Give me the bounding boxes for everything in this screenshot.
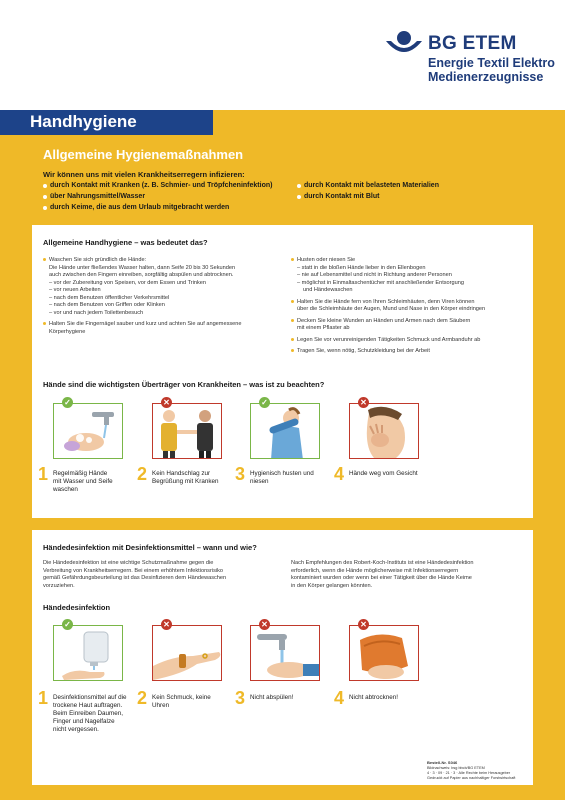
step-number: 2 <box>137 688 148 708</box>
text-line: Die Händedesinfektion ist eine wichtige Schutzmaßnahme gegen die <box>43 560 214 566</box>
text-line: – nach dem Benutzen von Griffen oder Klinken <box>49 302 165 308</box>
caption-line: Nicht abspülen! <box>250 694 294 701</box>
text-line <box>291 299 485 307</box>
text-line: und Händewaschen <box>303 287 353 293</box>
bullet-dot <box>291 319 294 322</box>
handwashing-icon <box>54 404 123 459</box>
caption-line: nicht vergessen. <box>53 726 99 733</box>
jewelry-icon <box>153 626 222 681</box>
text-span: Legen Sie vor verunreinigenden Tätigkeiten Schmuck und Armbanduhr ab <box>297 336 481 343</box>
text-line: – möglichst in Einmaltaschentücher mit anschließender Entsorgung <box>297 279 464 286</box>
text-line: – vor und nach jedem Toilettenbesuch <box>49 309 144 316</box>
bullet-dot <box>291 300 294 303</box>
step-number: 4 <box>334 688 345 708</box>
section2-right-text <box>291 560 474 590</box>
bullet-dot <box>291 338 294 341</box>
cross-icon: ✕ <box>259 619 270 630</box>
cross-icon: ✕ <box>358 619 369 630</box>
caption-line: waschen <box>53 486 78 493</box>
caption-line: mit Wasser und Seife <box>53 478 113 485</box>
text-span: Halten Sie die Fingernägel sauber und kurz und achten Sie auf angemessene <box>49 321 242 327</box>
text-line: auch zwischen den Fingern einreiben, sorgfältig abspülen und abtrocknen. <box>49 272 234 278</box>
caption-line: Finger und Nagelfalze <box>53 718 115 725</box>
step-number: 4 <box>334 464 345 484</box>
bg-etem-logo-icon <box>384 29 424 59</box>
step-picture <box>53 625 123 681</box>
step-caption <box>250 470 314 486</box>
cross-icon: ✕ <box>358 397 369 408</box>
intro-title: Allgemeine Hygienemaßnahmen <box>43 147 244 162</box>
intro-item: über Nahrungsmittel/Wasser <box>43 193 145 200</box>
faucet-icon <box>251 626 320 681</box>
hand-face-icon <box>350 404 419 459</box>
text-span: Tragen Sie, wenn nötig, Schutzkleidung bei der Arbeit <box>297 348 430 354</box>
intro-item: durch Kontakt mit Kranken (z. B. Schmier- und Tröpfcheninfektion) <box>43 182 272 189</box>
section1-subheading: Hände sind die wichtigsten Überträger von Krankheiten – was ist zu beachten? <box>43 380 325 389</box>
text-line: Verbreitung von Krankheitserregern. Bei einem erhöhtem Infektionsrisiko <box>43 567 224 574</box>
caption-line: Beim Einreiben Daumen, <box>53 710 124 717</box>
text-line <box>43 321 242 329</box>
check-icon: ✓ <box>259 397 270 408</box>
step-picture <box>152 403 222 459</box>
text-span: Decken Sie kleine Wunden an Händen und Armen nach dem Säubern <box>297 317 471 324</box>
text-line: kontaminiert wurden oder wenn bei einer Tätigkeit über die Hände Keime <box>291 575 472 581</box>
brand-subtitle <box>428 56 555 84</box>
step-number: 1 <box>38 464 49 484</box>
bullet-dot <box>291 349 294 352</box>
text-line <box>43 257 242 265</box>
caption-line: Hände weg vom Gesicht <box>349 470 418 477</box>
print-info <box>427 760 515 781</box>
step-picture <box>250 625 320 681</box>
print-info-line: Gedruckt auf Papier aus nachhaltiger Forstwirtschaft <box>427 776 516 780</box>
dispenser-icon <box>54 626 123 681</box>
text-line: Körperhygiene <box>49 328 86 335</box>
text-line <box>291 348 485 356</box>
text-span: Husten oder niesen Sie <box>297 257 356 263</box>
order-number-text: Bestell-Nr. S046 <box>427 760 458 765</box>
caption-line: trockene Haut auftragen. <box>53 702 123 709</box>
caption-line: Begrüßung mit Kranken <box>152 478 219 485</box>
text-line: – nach dem Benutzen öffentlicher Verkehrsmittel <box>49 294 170 301</box>
intro-item: durch Kontakt mit Blut <box>297 193 379 200</box>
text-line: Nach Empfehlungen des Robert-Koch-Instituts ist eine Händedesinfektion <box>291 560 474 566</box>
brand-name: BG ETEM <box>428 33 517 54</box>
section1-right-text <box>291 257 485 356</box>
check-icon: ✓ <box>62 397 73 408</box>
caption-line: Kein Handschlag zur <box>152 470 211 477</box>
cross-icon: ✕ <box>161 397 172 408</box>
cross-icon: ✕ <box>161 619 172 630</box>
text-line <box>291 337 485 345</box>
check-icon: ✓ <box>62 619 73 630</box>
text-line: mit einem Pflaster ab <box>297 325 350 331</box>
handshake-icon <box>153 404 222 459</box>
intro-lead: Wir können uns mit vielen Krankheitserregern infizieren: <box>43 170 245 179</box>
step-number: 3 <box>235 464 246 484</box>
caption-line: Uhren <box>152 702 170 709</box>
text-span: Waschen Sie sich gründlich die Hände: <box>49 257 147 263</box>
text-line: Die Hände unter fließendes Wasser halten, dann Seife 20 bis 30 Sekunden <box>49 264 236 271</box>
text-span: Halten Sie die Hände fern von Ihren Schleimhäuten, denn Viren können <box>297 298 475 305</box>
intro-item: durch Keime, die aus dem Urlaub mitgebracht werden <box>43 204 229 211</box>
section2-left-text <box>43 560 226 590</box>
intro-item: durch Kontakt mit belasteten Materialien <box>297 182 439 189</box>
step-picture <box>152 625 222 681</box>
section1-heading: Allgemeine Handhygiene – was bedeutet das? <box>43 238 208 247</box>
step-caption <box>152 694 211 710</box>
sneeze-elbow-icon <box>251 404 320 459</box>
section2-heading: Händedesinfektion mit Desinfektionsmittel – wann und wie? <box>43 543 257 552</box>
step-caption <box>53 470 113 494</box>
caption-line: Kein Schmuck, keine <box>152 694 211 701</box>
step-caption <box>349 470 418 478</box>
step-caption <box>53 694 127 734</box>
bullet-dot <box>291 258 294 261</box>
step-caption <box>349 694 398 702</box>
text-line: über die Schleimhäute der Augen, Mund und Nase in den Körper eindringen <box>297 306 486 312</box>
bg-etem-logo <box>384 29 554 101</box>
page-title: Handhygiene <box>30 112 137 131</box>
text-line: gemäß Gefährdungsbeurteilung ist das Desinfizieren dem Händewaschen <box>43 575 227 581</box>
step-caption <box>152 470 219 486</box>
caption-line: Nicht abtrocknen! <box>349 694 399 701</box>
towel-icon <box>350 626 419 681</box>
text-line <box>291 318 485 326</box>
text-line: in den Körper gelangen könnten. <box>291 582 373 589</box>
text-line: – vor neuen Arbeiten <box>49 287 101 293</box>
text-line: – statt in die bloßen Hände lieber in den Ellenbogen <box>297 264 426 271</box>
header <box>0 0 565 110</box>
section1-left-text <box>43 257 242 336</box>
text-line: – nie auf Lebensmittel und nicht in Richtung anderer Personen <box>297 272 452 278</box>
caption-line: Desinfektionsmittel auf die <box>53 694 127 701</box>
brand-subtitle-line: Energie Textil Elektro <box>428 56 555 70</box>
caption-line: Hygienisch husten und <box>250 470 314 477</box>
bullet-dot <box>43 258 46 261</box>
caption-line: niesen <box>250 478 269 485</box>
brand-subtitle-line: Medienerzeugnisse <box>428 70 544 84</box>
title-bar <box>0 110 213 135</box>
step-picture <box>250 403 320 459</box>
step-picture <box>349 625 419 681</box>
text-line: erforderlich, wenn die Hände möglicherweise mit Infektionserregern <box>291 567 459 574</box>
text-line: – vor der Zubereitung von Speisen, vor dem Essen und Trinken <box>49 279 207 286</box>
print-info-line: 4 · 3 · 09 · 21 · 3 · Alle Rechte beim Herausgeber <box>427 771 511 775</box>
caption-line: Regelmäßig Hände <box>53 470 108 477</box>
step-caption <box>250 694 293 702</box>
step-picture <box>53 403 123 459</box>
step-number: 3 <box>235 688 246 708</box>
bullet-dot <box>43 322 46 325</box>
text-line: vorzuziehen. <box>43 582 75 589</box>
print-info-line: Bildnachweis: bsg bbcb/BG ETEM <box>427 766 485 770</box>
section2-subheading: Händedesinfektion <box>43 603 111 612</box>
step-number: 2 <box>137 464 148 484</box>
text-line <box>291 257 485 265</box>
step-number: 1 <box>38 688 49 708</box>
step-picture <box>349 403 419 459</box>
